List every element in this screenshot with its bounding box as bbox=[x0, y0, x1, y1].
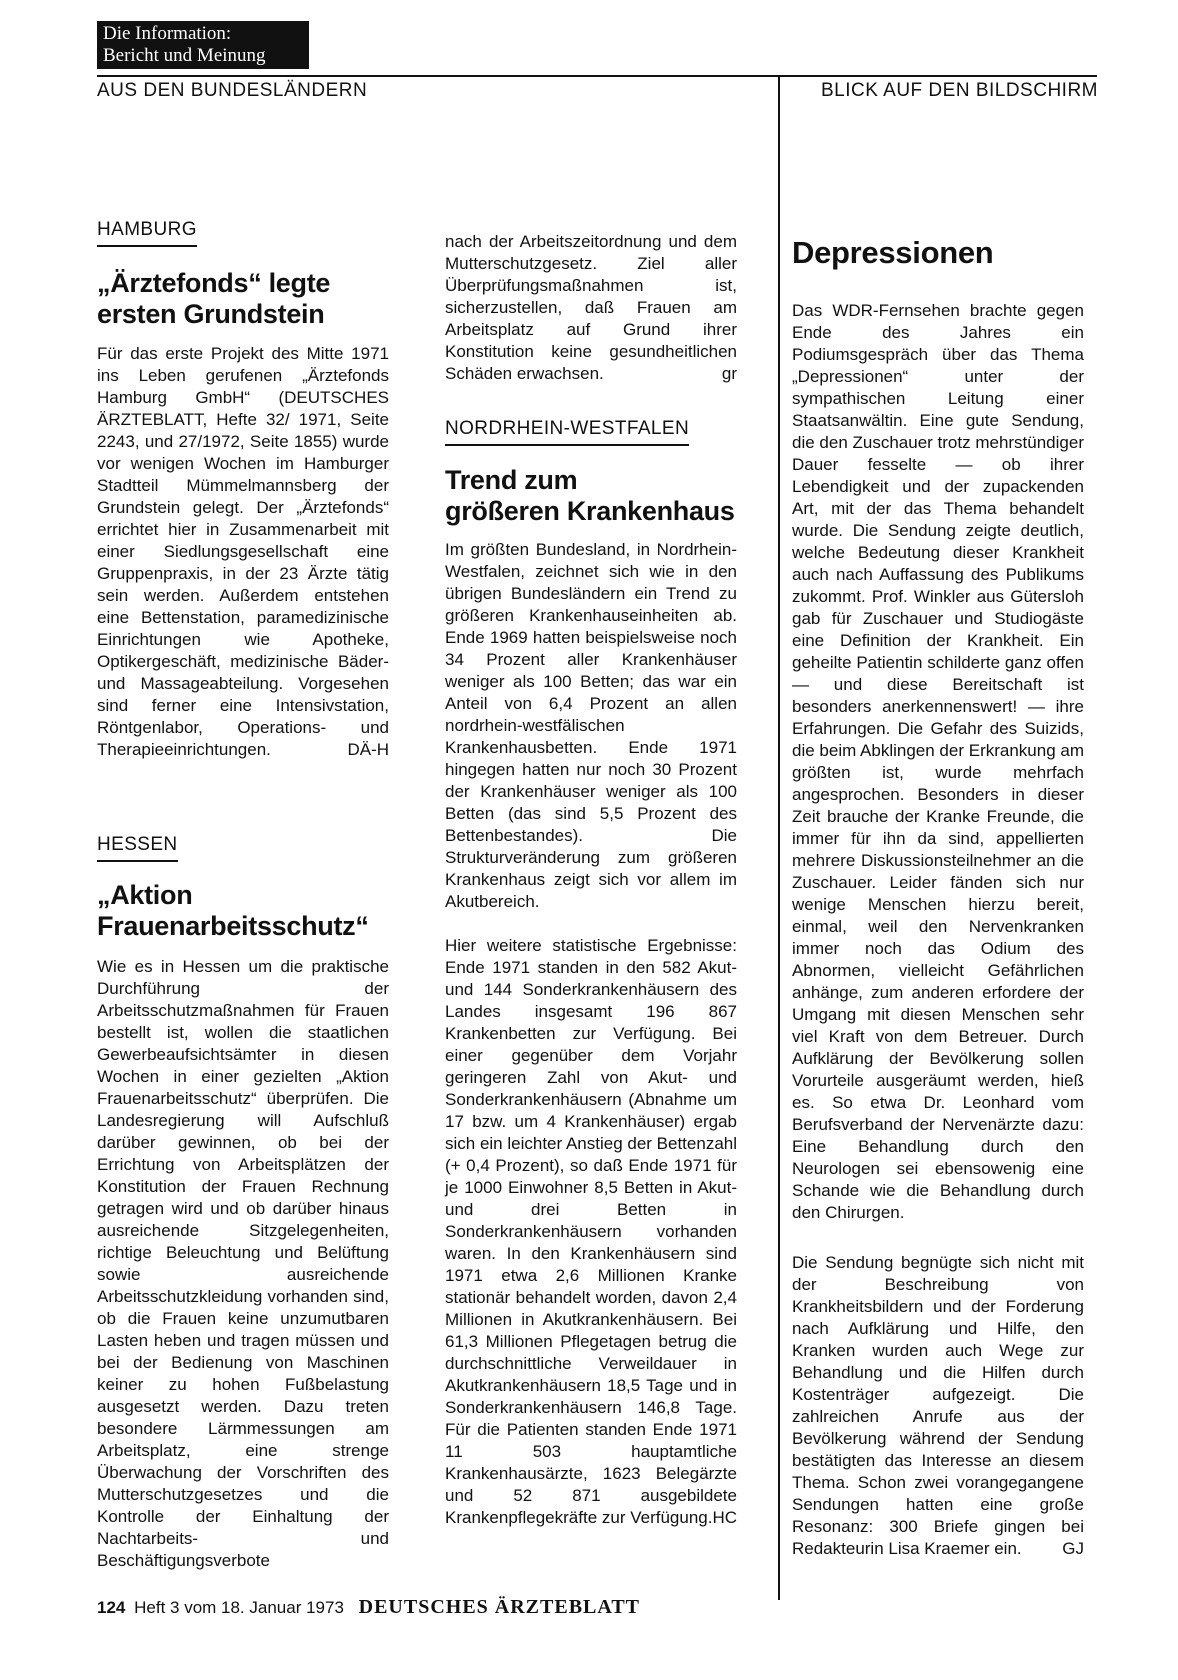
headline-hessen-line-2: Frauenarbeitsschutz“ bbox=[97, 911, 369, 941]
article-body-nrw-1 bbox=[445, 539, 737, 913]
article-body-hamburg bbox=[97, 343, 389, 761]
article-continuation-hessen bbox=[445, 231, 737, 385]
article-signature-hamburg: DÄ-H bbox=[347, 740, 389, 759]
section-label-right: BLICK AUF DEN BILDSCHIRM bbox=[821, 80, 1098, 101]
headline-hamburg bbox=[97, 268, 397, 330]
article-body-tv-2 bbox=[792, 1252, 1084, 1560]
article-continuation-text-hessen: nach der Arbeitszeitordnung und dem Mutterschutzgesetz. Ziel aller Überprüfungsmaßnahmen ist, sicherzustellen, daß Frauen am Arbeitsplatz auf Grund ihrer Konstitution keine gesundheitlichen Schäden erwachsen. bbox=[445, 232, 737, 383]
section-label-left: AUS DEN BUNDESLÄNDERN bbox=[97, 80, 368, 101]
headline-nrw bbox=[445, 465, 745, 527]
rubric-line-1: Die Information: bbox=[103, 23, 232, 44]
article-text-nrw-2: Hier weitere statistische Ergebnisse: Ende 1971 standen in den 582 Akut- und 144 Sonderkrankenhäusern des Landes insgesamt 196 867 Krankenbetten zur Verfügung. Bei einer gegenüber dem Vorjahr geringeren Zahl von Akut- und Sonderkrankenhäusern (Abnahme um 17 bzw. um 4 Krankenhäuser) ergab sich ein leichter Anstieg der Bettenzahl (+ 0,4 Prozent), so daß Ende 1971 für je 1000 Einwohner 8,5 Betten in Akut- und drei Betten in Sonderkrankenhäusern vorhanden waren. In den Krankenhäusern sind 1971 etwa 2,6 Millionen Kranke stationär behandelt worden, davon 2,4 Millionen in Akutkrankenhäusern. Bei 61,3 Millionen Pflegetagen betrug die durchschnittliche Verweildauer in Akutkrankenhäusern 18,5 Tage und in Sonderkrankenhäusern 146,8 Tage. Für die Patienten standen Ende 1971 11 503 hauptamtliche Krankenhausärzte, 1623 Belegärzte und 52 871 ausgebildete Krankenpflegekräfte zur Verfügung. bbox=[445, 936, 738, 1527]
article-body-tv-1 bbox=[792, 300, 1084, 1224]
rubric-badge bbox=[97, 21, 309, 69]
article-signature-tv: GJ bbox=[1062, 1539, 1084, 1558]
issue-line: Heft 3 vom 18. Januar 1973 bbox=[134, 1598, 344, 1617]
headline-hamburg-line-1: „Ärztefonds“ legte bbox=[97, 268, 331, 298]
article-signature-nrw: HC bbox=[712, 1508, 737, 1527]
article-text-tv-2: Die Sendung begnügte sich nicht mit der Beschreibung von Krankheitsbildern und der Forderung nach Aufklärung und Hilfe, den Kranken wurden auch Wege zur Behandlung und die Hilfen durch Kostenträger aufgezeigt. Die zahlreichen Anrufe aus der Bevölkerung während der Sendung bestätigten das Interesse an diesem Thema. Schon zwei vorangegangene Sendungen hatten eine große Resonanz: 300 Briefe gingen bei Redakteurin Lisa Kraemer ein. bbox=[792, 1253, 1084, 1558]
column-divider bbox=[778, 77, 780, 1600]
rubric-line-2: Bericht und Meinung bbox=[103, 45, 266, 66]
page-footer bbox=[97, 1596, 640, 1619]
headline-nrw-line-1: Trend zum bbox=[445, 465, 578, 495]
region-label-hamburg: HAMBURG bbox=[97, 219, 197, 247]
headline-depressionen: Depressionen bbox=[792, 235, 994, 270]
region-label-hessen: HESSEN bbox=[97, 834, 178, 862]
headline-nrw-line-2: größeren Krankenhaus bbox=[445, 496, 735, 526]
article-body-hessen bbox=[97, 956, 389, 1572]
magazine-name: DEUTSCHES ÄRZTEBLATT bbox=[358, 1596, 641, 1618]
article-signature-hessen: gr bbox=[721, 364, 737, 383]
article-text-nrw-1: Im größten Bundesland, in Nordrhein-Westfalen, zeichnet sich wie in den übrigen Bundesländern ein Trend zu größeren Krankenhauseinheiten ab. Ende 1969 hatten beispielsweise noch 34 Prozent aller Krankenhäuser weniger als 100 Betten; das war ein Anteil von 6,4 Prozent an allen nordrhein-westfälischen Krankenhausbetten. Ende 1971 hingegen hatten nur noch 30 Prozent der Krankenhäuser weniger als 100 Betten (das sind 5,5 Prozent des Bettenbestandes). Die Strukturveränderung zum größeren Krankenhaus zeigt sich vor allem im Akutbereich. bbox=[445, 540, 737, 911]
article-text-hessen: Wie es in Hessen um die praktische Durchführung der Arbeitsschutzmaßnahmen für Frauen bestellt ist, wollen die staatlichen Gewerbeaufsichtsämter in diesen Wochen in einer gezielten „Aktion Frauenarbeitsschutz“ überprüfen. Die Landesregierung will Aufschluß darüber gewinnen, ob bei der Errichtung von Arbeitsplätzen der Konstitution der Frauen Rechnung getragen wird und ob darüber hinaus ausreichende Sitzgelegenheiten, richtige Beleuchtung und Belüftung sowie ausreichende Arbeitsschutzkleidung vorhanden sind, ob die Frauen keine unzumutbaren Lasten heben und tragen müssen und bei der Bedienung von Maschinen keiner zu hohen Fußbelastung ausgesetzt werden. Dazu treten besondere Lärmmessungen am Arbeitsplatz, eine strenge Überwachung der Vorschriften des Mutterschutzgesetzes und die Kontrolle der Einhaltung der Nachtarbeits- und Beschäftigungsverbote bbox=[97, 957, 389, 1570]
headline-hessen-line-1: „Aktion bbox=[97, 880, 193, 910]
article-text-hamburg: Für das erste Projekt des Mitte 1971 ins Leben gerufenen „Ärztefonds Hamburg GmbH“ (DEUTSCHES ÄRZTEBLATT, Hefte 32/ 1971, Seite 2243, und 27/1972, Seite 1855) wurde vor wenigen Wochen im Hamburger Stadtteil Mümmelmannsberg der Grundstein gelegt. Der „Ärztefonds“ errichtet hier in Zusammenarbeit mit einer Siedlungsgesellschaft eine Gruppenpraxis, in der 23 Ärzte tätig sein werden. Außerdem entstehen eine Bettenstation, paramedizinische Einrichtungen wie Apotheke, Optikergeschäft, medizinische Bäder- und Massageabteilung. Vorgesehen sind ferner eine Intensivstation, Röntgenlabor, Operations- und Therapieeinrichtungen. bbox=[97, 344, 389, 759]
headline-hamburg-line-2: ersten Grundstein bbox=[97, 299, 325, 329]
top-rule bbox=[97, 75, 1097, 77]
headline-hessen bbox=[97, 880, 417, 942]
page-number: 124 bbox=[97, 1598, 126, 1617]
region-label-nrw: NORDRHEIN-WESTFALEN bbox=[445, 418, 689, 446]
article-text-tv-1: Das WDR-Fernsehen brachte gegen Ende des Jahres ein Podiumsgespräch über das Thema „Depressionen“ unter der sympathischen Leitung einer Staatsanwältin. Eine gute Sendung, die den Zuschauer trotz mehrstündiger Dauer fesselte — ob ihrer Lebendigkeit und der zupackenden Art, mit der das Thema behandelt wurde. Die Sendung zeigte deutlich, welche Bedeutung dieser Krankheit auch nach Auffassung des Publikums zukommt. Prof. Winkler aus Gütersloh gab für Zuschauer und Studiogäste eine Definition der Krankheit. Ein geheilte Patientin schilderte ganz offen — und diese Bereitschaft ist besonders anerkennenswert! — ihre Erfahrungen. Die Gefahr des Suizids, die beim Abklingen der Erkrankung am größten ist, wurde mehrfach angesprochen. Besonders in dieser Zeit brauche der Kranke Freunde, die immer für ihn da sind, appellierten mehrere Diskussionsteilnehmer an die Zuschauer. Leider fänden sich nur wenige Menschen hierzu bereit, einmal, weil den Nervenkranken immer noch das Odium des Abnormen, vielleicht Gefährlichen anhänge, zum anderen erfordere der Umgang mit diesen Menschen sehr viel Kraft von dem Betreuer. Durch Aufklärung der Bevölkerung sollen Vorurteile ausgeräumt werden, hieß es. So etwa Dr. Leonhard vom Berufsverband der Nervenärzte dazu: Eine Behandlung durch den Neurologen sei ebensowenig eine Schande wie die Behandlung durch den Chirurgen. bbox=[792, 301, 1084, 1222]
article-body-nrw-2 bbox=[445, 935, 737, 1529]
